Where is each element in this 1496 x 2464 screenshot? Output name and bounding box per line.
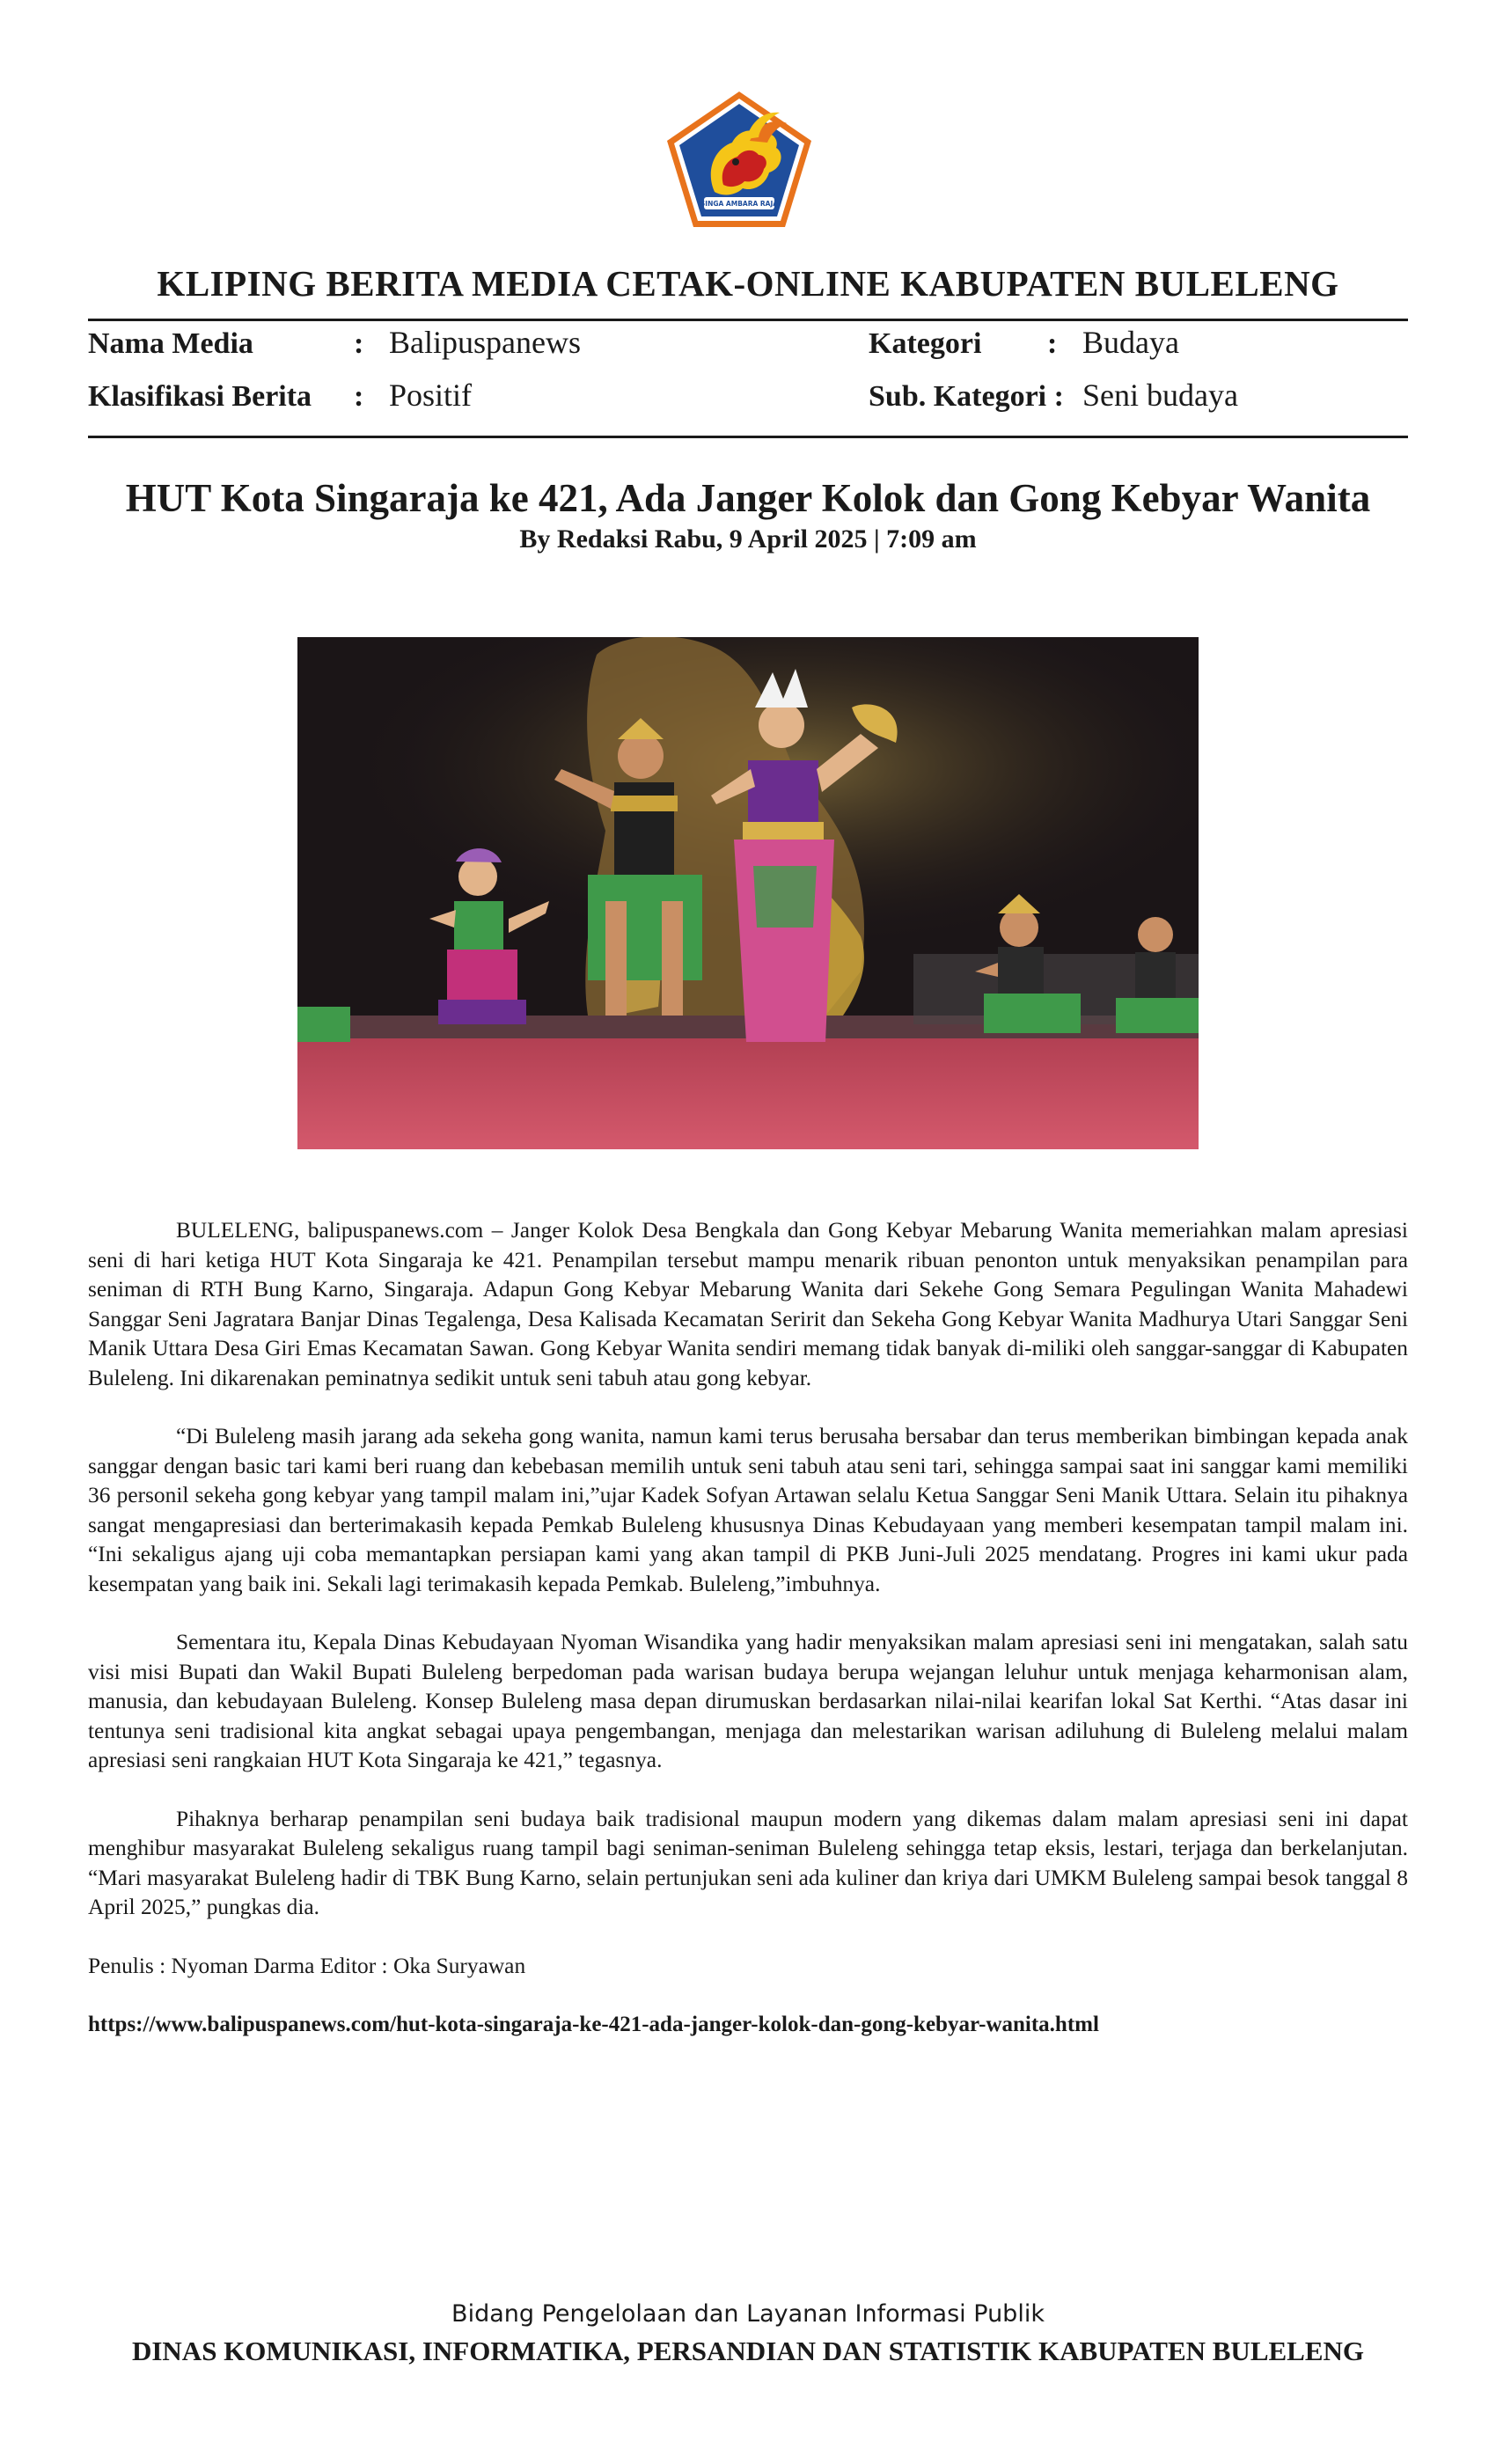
crest-motto: SINGA AMBARA RAJA bbox=[700, 200, 779, 208]
article-paragraph-2: “Di Buleleng masih jarang ada sekeha gong wanita, namun kami terus berusaha bersabar dan terus memberikan bimbingan kepada anak sanggar dengan basic tari kami beri ruang dan kebebasan memilih untuk seni tabuh atau seni tari, sehingga sampai saat ini sanggar kami memiliki 36 personil sekeha gong kebyar yang tampil malam ini,”ujar Kadek Sofyan Artawan selalu Ketua Sanggar Seni Manik Uttara. Selain itu pihaknya sangat mengapresiasi dan berterimakasih kepada Pemkab Buleleng khususnya Dinas Kebudayaan yang memberi kesempatan tampil malam ini. “Ini sekaligus ajang uji coba memantapkan persiapan kami yang akan tampil di PKB Juni-Juli 2025 mendatang. Progres ini kami ukur pada kesempatan yang baik ini. Sekali lagi terimakasih kepada Pemkab. Buleleng,”imbuhnya. bbox=[88, 1424, 1408, 1596]
footer-agency: DINAS KOMUNIKASI, INFORMATIKA, PERSANDIAN DAN STATISTIK KABUPATEN BULELENG bbox=[131, 2336, 1365, 2366]
sub-kategori-label: Sub. Kategori : bbox=[869, 380, 1064, 413]
article-paragraph-4: Pihaknya berharap penampilan seni budaya baik tradisional maupun modern yang dikemas dalam malam apresiasi seni ini dapat menghibur masyarakat Buleleng sekaligus ruang tampil bagi seniman-seniman Buleleng sehingga tetap eksis, lestari, terjaga dan berkelanjutan. “Mari masyarakat Buleleng hadir di TBK Bung Karno, selain pertunjukan seni ada kuliner dan kriya dari UMKM Buleleng sampai besok tanggal 8 April 2025,” pungkas dia. bbox=[88, 1806, 1408, 1919]
kategori-colon: : bbox=[1047, 327, 1058, 360]
footer-division: Bidang Pengelolaan dan Layanan Informasi Publik bbox=[451, 2300, 1045, 2328]
meta-row-media bbox=[88, 327, 1408, 371]
nama-media-colon: : bbox=[354, 327, 364, 360]
article-paragraph-1: BULELENG, balipuspanews.com – Janger Kolok Desa Bengkala dan Gong Kebyar Mebarung Wanita memeriahkan malam apresiasi seni di hari ketiga HUT Kota Singaraja ke 421. Penampilan tersebut mampu menarik ribuan penonton untuk menyaksikan penampilan para seniman di RTH Bung Karno, Singaraja. Adapun Gong Kebyar Mebarung Wanita dari Sekehe Gong Semara Pegulingan Wanita Mahadewi Sanggar Seni Jagratara Banjar Dinas Tegalenga, Desa Kalisada Kecamatan Seririt dan Sekeha Gong Kebyar Wanita Madhurya Utari Sanggar Seni Manik Uttara Desa Giri Emas Kecamatan Sawan. Gong Kebyar Wanita sendiri memang tidak banyak di-miliki oleh sanggar-sanggar di Kabupaten Buleleng. Ini dikarenakan peminatnya sedikit untuk seni tabuh atau gong kebyar. bbox=[88, 1218, 1408, 1390]
sub-kategori-value: Seni budaya bbox=[1082, 378, 1238, 413]
article-source-url: https://www.balipuspanews.com/hut-kota-singaraja-ke-421-ada-janger-kolok-dan-gong-kebyar-wanita.html bbox=[88, 2013, 1099, 2036]
nama-media-value: Balipuspanews bbox=[389, 325, 581, 360]
klasifikasi-colon: : bbox=[354, 380, 364, 413]
klasifikasi-value: Positif bbox=[389, 378, 473, 413]
article-body bbox=[88, 1216, 1408, 2069]
clipping-header-title: KLIPING BERITA MEDIA CETAK-ONLINE KABUPATEN BULELENG bbox=[157, 263, 1339, 304]
klasifikasi-label: Klasifikasi Berita bbox=[88, 380, 312, 413]
kategori-value: Budaya bbox=[1082, 325, 1179, 360]
article-paragraph-3: Sementara itu, Kepala Dinas Kebudayaan Nyoman Wisandika yang hadir menyaksikan malam apresiasi seni ini mengatakan, salah satu visi misi Bupati dan Wakil Bupati Buleleng berpedoman pada warisan budaya berupa wejangan leluhur untuk menjaga keharmonisan alam, manusia, dan kebudayaan Buleleng. Konsep Buleleng masa depan dirumuskan berdasarkan nilai-nilai kearifan lokal Sat Kerthi. “Atas dasar ini tentunya seni tradisional kita angkat sebagai upaya pengembangan, menjaga dan melestarikan warisan adiluhung di Buleleng melalui malam apresiasi seni rangkaian HUT Kota Singaraja ke 421,” tegasnya. bbox=[88, 1630, 1408, 1772]
kategori-label: Kategori bbox=[869, 327, 982, 360]
meta-row-klasifikasi bbox=[88, 380, 1408, 424]
balinese-dance-performance-photo bbox=[297, 637, 1199, 1149]
article-byline: By Redaksi Rabu, 9 April 2025 | 7:09 am bbox=[519, 524, 977, 554]
header-divider-bottom bbox=[88, 436, 1408, 438]
article-title: HUT Kota Singaraja ke 421, Ada Janger Kolok dan Gong Kebyar Wanita bbox=[125, 476, 1371, 520]
article-credit: Penulis : Nyoman Darma Editor : Oka Suryawan bbox=[88, 1953, 526, 1978]
buleleng-crest-icon bbox=[662, 88, 817, 232]
header-divider-top bbox=[88, 319, 1408, 321]
nama-media-label: Nama Media bbox=[88, 327, 253, 360]
